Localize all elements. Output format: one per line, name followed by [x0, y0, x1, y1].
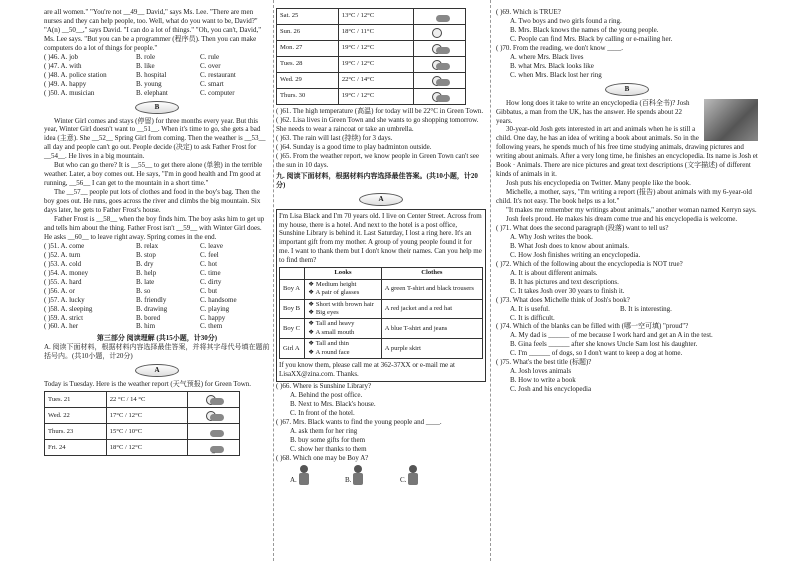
question-73 [496, 296, 758, 323]
option-a: ( )49. A. happy [44, 79, 87, 88]
weather-day: Fri. 24 [45, 440, 107, 456]
question-66 [276, 382, 486, 418]
questions-61-65 [276, 107, 486, 170]
question-75 [496, 358, 758, 394]
section-badge-b2: B [605, 83, 649, 96]
q68-option-b: B. [345, 475, 352, 484]
question-stem: ( )75. What's the best title (标题)? [496, 358, 592, 367]
weather-icon-cell [414, 57, 466, 73]
section-instructions: A. 阅读下面材料，根据材料内容选择最佳答案，并将其字母代号填在题前括号内。(共10小题，计20分) [44, 343, 270, 361]
option-a: ( )53. A. cold [44, 259, 82, 268]
option-b: B. bored [136, 313, 161, 322]
true-false-question: ( )63. The rain will last (持续) for 3 days. [276, 133, 393, 142]
contact-info: If you know them, please call me at 362-37XX or e-mail me at LisaXX@zina.com. Thanks. [279, 361, 455, 379]
option-c: C. feel [200, 250, 219, 259]
option-a: ( )56. A. or [44, 286, 75, 295]
person-label: Girl A [280, 339, 305, 359]
question-74 [496, 322, 758, 358]
weather-temp: 13°C / 12°C [338, 9, 413, 25]
option-row [44, 62, 270, 71]
option: C. It is difficult. [510, 313, 555, 322]
weather-row [45, 424, 240, 440]
option: A. where Mrs. Black lives [510, 52, 584, 61]
question-stem: ( )74. Which of the blanks can be filled with (哪一空可填) "proud"? [496, 322, 689, 331]
option-b: B. young [136, 79, 162, 88]
option-b: B. hospital [136, 70, 167, 79]
option-a: ( )60. A. her [44, 322, 79, 331]
option-b: B. elephant [136, 88, 168, 97]
option-row [44, 80, 270, 89]
lisa-letter: I'm Lisa Black and I'm 70 years old. I live on Center Street. Across from my house, there is a hotel. And next to the hotel is a post office, Sunshine Library is behind it. Last Saturday, I lost a ring here. It's an important gift from my mother. A group of young people found it for me. I want to thank them but I don't know their names. Can you help me to find them? [279, 211, 482, 265]
option-b: B. stop [136, 250, 156, 259]
weather-day: Sun. 26 [277, 25, 339, 41]
weather-temp: 18°C / 12°C [106, 440, 188, 456]
column-1 [44, 8, 270, 456]
option-a: ( )50. A. musician [44, 88, 95, 97]
question-70 [496, 44, 758, 80]
section-badge-a2: A [359, 193, 403, 206]
weather-day: Sat. 25 [277, 9, 339, 25]
option-row [44, 305, 270, 314]
weather-row [277, 89, 466, 105]
option-c: C. restaurant [200, 70, 236, 79]
option-row [44, 71, 270, 80]
weather-temp: 19°C / 12°C [338, 89, 413, 105]
option: B. What Josh does to know about animals. [510, 241, 630, 250]
option-b: B. help [136, 268, 157, 277]
weather-row [45, 408, 240, 424]
question-stem: ( )69. Which is TRUE? [496, 8, 561, 16]
q68-figures [276, 465, 486, 485]
true-false-question: ( )62. Lisa lives in Green Town and she wants to go shopping tomorrow. She needs to wear a raincoat or take an umbrella. [276, 115, 479, 133]
weather-icon-cell [188, 424, 240, 440]
question-stem: ( )67. Mrs. Black wants to find the young people and ____. [276, 417, 442, 426]
option-a: ( )54. A. money [44, 268, 89, 277]
weather-day: Wed. 22 [45, 408, 107, 424]
option-row [44, 314, 270, 323]
q68-option-a: A. [290, 475, 297, 484]
passage-tail: "A(n) __50__," says David. "I can do a lot of things." "Oh, you can't, David," Ms. Lee says. "But you can be a programmer (程序员). Then you can make computers do a lot of things for people." [44, 25, 262, 52]
boy-figure-icon [351, 465, 365, 485]
option-row [44, 278, 270, 287]
question-stem: ( )71. What does the second paragraph (段落) want to tell us? [496, 223, 669, 232]
option: A. ask them for her ring [290, 426, 358, 435]
option-row [44, 242, 270, 251]
true-false-question: ( )61. The high temperature (高温) for today will be 22°C in Green Town. [276, 107, 484, 115]
weather-day: Mon. 27 [277, 41, 339, 57]
column-2 [276, 8, 486, 485]
partly-cloudy-icon [430, 44, 450, 54]
section-badge-a: A [135, 364, 179, 377]
person-label: Boy C [280, 319, 305, 339]
column-header: Looks [305, 268, 381, 279]
person-label: Boy A [280, 279, 305, 299]
column-header [280, 268, 305, 279]
option: C. Josh and his encyclopedia [510, 385, 592, 394]
question-stem: ( )73. What does Michelle think of Josh's book? [496, 295, 630, 304]
question-68 [276, 454, 486, 463]
option: C. It takes Josh over 30 years to finish it. [510, 286, 625, 295]
option-c: C. playing [200, 304, 230, 313]
partly-cloudy-icon [204, 395, 224, 405]
young-people-table [279, 267, 483, 359]
paragraph: The __57__ people put lots of clothes and food in the boy's bag. Then the boy goes out. He runs, goes across the river and climbs the big mountain. Six days later, he gets to Father Frost's house. [44, 188, 261, 215]
weather-day: Tues. 21 [45, 392, 107, 408]
option-c: C. over [200, 61, 221, 70]
option-row [496, 305, 758, 314]
column-divider [490, 0, 491, 561]
options-51-60 [44, 242, 270, 332]
partly-cloudy-icon [430, 76, 450, 86]
paragraph: Michelle, a mother, says, "I'm writing a report (报告) about animals with my 6-year-old child. It's not easy. The book helps us a lot." [496, 188, 752, 206]
option: A. My dad is ______ of me because I work hard and get an A in the test. [510, 331, 713, 340]
question-stem: ( )70. From the reading, we don't know ____. [496, 43, 624, 52]
table-row [280, 319, 483, 339]
option-a: ( )55. A. hard [44, 277, 82, 286]
weather-row [277, 57, 466, 73]
option: B. what Mrs. Black looks like [510, 61, 594, 70]
passage-tail: are all women." "You're not __49__ David," says Ms. Lee. "There are men nurses and they can help people, too. Well, what do you want to be, David?" [44, 8, 258, 25]
option-a: ( )47. A. with [44, 61, 82, 70]
option-a: ( )59. A. strict [44, 313, 84, 322]
option-c: C. but [200, 286, 218, 295]
paragraph: "It makes me remember my writings about animals," another woman named Kerryn says. [506, 206, 757, 215]
weather-icon-cell [414, 9, 466, 25]
section-instructions-2: 九. 阅读下面材料，根据材料内容选择最佳答案。(共10小题，计20分) [276, 171, 478, 189]
person-detail: ❖ Tall and heavy ❖ A small mouth [305, 319, 381, 339]
paragraph: Josh puts his encyclopedia on Twitter. Many people like the book. [506, 179, 691, 188]
section-badge-b: B [135, 101, 179, 114]
option-b: B. dry [136, 259, 154, 268]
weather-row [277, 73, 466, 89]
weather-row [45, 392, 240, 408]
question-69 [496, 8, 758, 44]
option: A. Josh loves animals [510, 367, 572, 376]
weather-temp: 18°C / 11°C [338, 25, 413, 41]
option: B. It has pictures and text descriptions. [510, 277, 619, 286]
partly-cloudy-icon [204, 411, 224, 421]
option-b: B. him [136, 322, 156, 331]
weather-row [45, 440, 240, 456]
option-b: B. drawing [136, 304, 168, 313]
option-row [44, 322, 270, 331]
weather-table-part1 [44, 391, 240, 456]
weather-icon-cell [414, 41, 466, 57]
table-row [280, 339, 483, 359]
weather-temp: 22°C / 14°C [338, 73, 413, 89]
option-a: ( )57. A. lucky [44, 295, 85, 304]
option-c: C. rule [200, 52, 220, 61]
question-stem: ( )68. Which one may be Boy A? [276, 453, 369, 462]
paragraph: Father Frost is __58__ when the boy finds him. The boy asks him to get up and tells him about the thing. Father Frost isn't __59__ with Winter Girl does. He asks __60__ to leave right away. Spring comes in the end. [44, 215, 265, 241]
boy-figure-icon [406, 465, 420, 485]
josh-photo [704, 99, 758, 141]
option-row [44, 89, 270, 98]
weather-temp: 15°C / 10°C [106, 424, 188, 440]
section-title: 第三部分 阅读理解 (共15小题，计30分) [96, 334, 218, 343]
partly-cloudy-icon [430, 60, 450, 70]
person-detail: A purple skirt [381, 339, 482, 359]
question-72 [496, 260, 758, 296]
person-label: Boy B [280, 299, 305, 319]
rainy-icon: ′′′ [204, 443, 224, 453]
option-b: B. late [136, 277, 155, 286]
weather-intro: Today is Tuesday. Here is the weather report (天气预报) for Green Town. [44, 380, 252, 389]
option-b: B. friendly [136, 295, 167, 304]
option-c: C. dirty [200, 277, 222, 286]
table-header-row [280, 268, 483, 279]
option: A. Two boys and two girls found a ring. [510, 16, 622, 25]
option-a: ( )52. A. turn [44, 250, 81, 259]
option: C. How Josh finishes writing an encyclopedia. [510, 250, 641, 259]
option-b: B. so [136, 286, 151, 295]
person-detail: A blue T-shirt and jeans [381, 319, 482, 339]
person-detail: ❖ Tall and thin ❖ A round face [305, 339, 381, 359]
option-c: C. computer [200, 88, 235, 97]
option: A. Behind the post office. [290, 391, 363, 400]
option-a: ( )48. A. police station [44, 70, 107, 79]
weather-icon-cell [414, 25, 466, 41]
option-c: C. them [200, 322, 223, 331]
weather-row [277, 41, 466, 57]
option-c: C. leave [200, 241, 223, 250]
option: C. show her thanks to them [290, 444, 367, 453]
option: C. People can find Mrs. Black by calling or e-mailing her. [510, 34, 673, 43]
option: B. How to write a book [510, 376, 576, 385]
table-row [280, 279, 483, 299]
paragraph: But who can go there? It is __55__ to get there alone (单独) in the terrible weather. Later, a boy comes out. He says, "I'm in good health and I'm good at running, __56__ I can get to the mountain in a short time." [44, 161, 263, 188]
question-71 [496, 224, 758, 260]
option-b: B. role [136, 52, 156, 61]
option: B. Gina feels ______ after she knows Uncle Sam lost his daughter. [510, 340, 698, 349]
true-false-question: ( )65. From the weather report, we know people in Green Town can't see the sun in 10 days. [276, 151, 479, 169]
option-row [44, 53, 270, 62]
option: B. Next to Mrs. Black's house. [290, 400, 376, 409]
option-row [44, 296, 270, 305]
option-a: ( )46. A. job [44, 52, 79, 61]
option-a: ( )51. A. come [44, 241, 85, 250]
weather-temp: 17°C / 12°C [106, 408, 188, 424]
cloudy-icon [204, 427, 224, 437]
option-c: C. handsome [200, 295, 237, 304]
option-c: C. hot [200, 259, 218, 268]
lost-ring-notice [276, 209, 486, 383]
weather-table-part2 [276, 8, 466, 105]
paragraph: How long does it take to write an encyclopedia (百科全书)? Josh Gibbatus, a man from the UK, has the answer. He spends about 22 years. [496, 98, 690, 125]
option-row [44, 260, 270, 269]
question-stem: ( )66. Where is Sunshine Library? [276, 382, 372, 391]
option-row [44, 251, 270, 260]
option: A. It is useful. [510, 304, 550, 313]
table-row [280, 299, 483, 319]
partly-cloudy-icon [430, 92, 450, 102]
column-3 [496, 8, 758, 394]
option-c: C. happy [200, 313, 226, 322]
column-header: Clothes [381, 268, 482, 279]
boy-figure-icon [297, 465, 311, 485]
option: B. buy some gifts for them [290, 435, 366, 444]
person-detail: ❖ Short with brown hair ❖ Big eyes [305, 299, 381, 319]
option: C. In front of the hotel. [290, 409, 355, 417]
weather-temp: 19°C / 12°C [338, 41, 413, 57]
paragraph: Josh feels proud. He makes his dream come true and his encyclopedia is welcome. [506, 215, 738, 224]
weather-icon-cell [188, 392, 240, 408]
person-detail: A green T-shirt and black trousers [381, 279, 482, 299]
true-false-question: ( )64. Sunday is a good time to play badminton outside. [276, 142, 432, 151]
weather-temp: 22 °C / 14 °C [106, 392, 188, 408]
q68-option-c: C. [400, 475, 407, 484]
column-divider [273, 0, 274, 561]
sunny-icon [430, 28, 450, 38]
option-row [44, 287, 270, 296]
option: A. It is about different animals. [510, 268, 598, 277]
weather-row [277, 9, 466, 25]
option-c: C. time [200, 268, 221, 277]
option-c: C. smart [200, 79, 224, 88]
person-detail: A red jacket and a red hat [381, 299, 482, 319]
weather-day: Thurs. 30 [277, 89, 339, 105]
weather-icon-cell [414, 73, 466, 89]
paragraph: Winter Girl comes and stays (停留) for three months every year. But this year, Winter Girl doesn't want to __51__. When it's time to go, she gets a bad idea (主意). She __52__ Spring Girl from coming. Then the weather is __53__ all day and people can't go out. People decide (决定) to ask Father Frost for __54__. He lives in a big mountain. [44, 116, 266, 161]
weather-day: Thurs. 23 [45, 424, 107, 440]
weather-day: Wed. 29 [277, 73, 339, 89]
weather-icon-cell [414, 89, 466, 105]
paragraph: 30-year-old Josh gets interested in art and animals when he is still a child. One day, he has an idea of writing a book about animals. So in the following years, he spends much of his free time studying animals, drawing pictures and writing about animals. After a very long time, he finishes an encyclopedia. Its name is Josh et Book · Animals. There are nice pictures and great text descriptions (文字描述) of different kinds of animals in it. [496, 125, 758, 179]
weather-row [277, 25, 466, 41]
weather-temp: 19°C / 12°C [338, 57, 413, 73]
option: A. Why Josh writes the book. [510, 232, 593, 241]
option-b: B. relax [136, 241, 159, 250]
weather-icon-cell [188, 408, 240, 424]
option: C. when Mrs. Black lost her ring [510, 70, 602, 79]
options-46-50 [44, 53, 270, 98]
option: B. Mrs. Black knows the names of the young people. [510, 25, 659, 34]
person-detail: ❖ Medium height ❖ A pair of glasses [305, 279, 381, 299]
cloudy-icon [430, 12, 450, 22]
option-b: B. like [136, 61, 155, 70]
option-a: ( )58. A. sleeping [44, 304, 93, 313]
winter-girl-passage [44, 117, 270, 242]
option: C. I'm ______ of dogs, so I don't want to keep a dog at home. [510, 349, 683, 358]
option-row [44, 269, 270, 278]
weather-day: Tues. 28 [277, 57, 339, 73]
weather-icon-cell [188, 440, 240, 456]
question-67 [276, 418, 486, 454]
option: B. It is interesting. [620, 304, 672, 313]
question-stem: ( )72. Which of the following about the encyclopedia is NOT true? [496, 259, 683, 268]
